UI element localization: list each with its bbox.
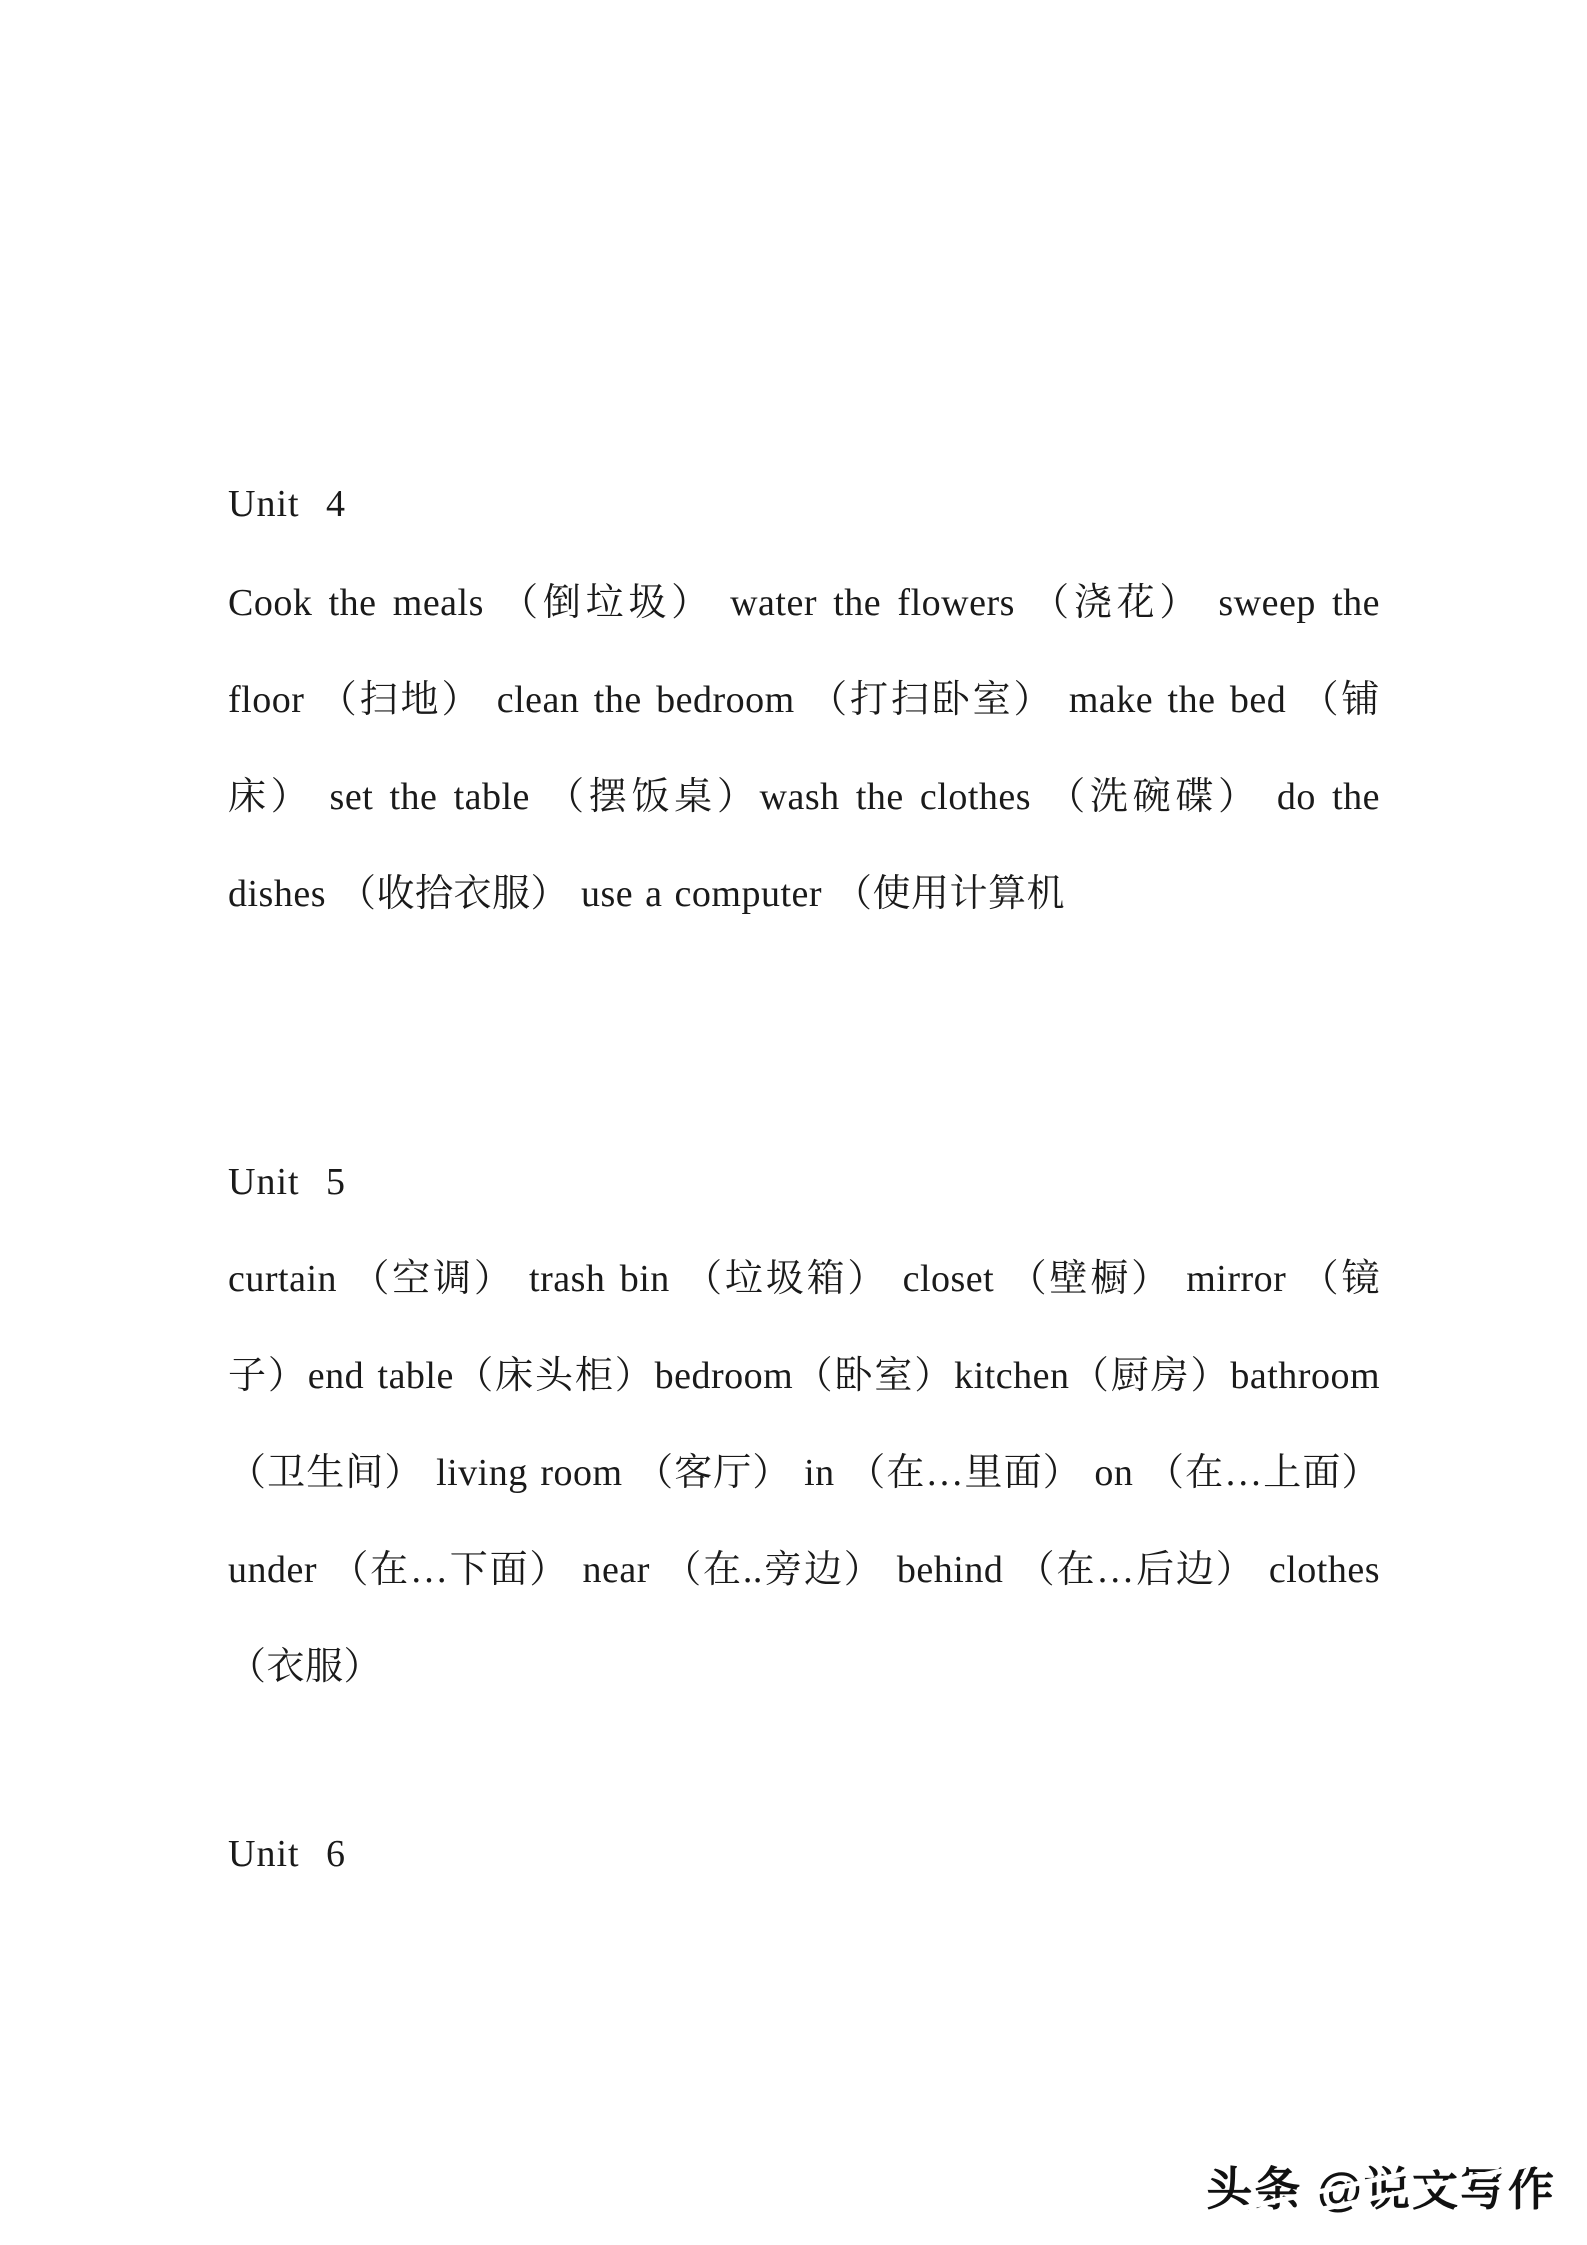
unit-6-heading: Unit 6: [228, 1833, 347, 1875]
text-line: （卫生间） living room （客厅） in （在…里面） on （在…上面）: [228, 1452, 1380, 1494]
text-line: Cook the meals （倒垃圾） water the flowers （浇花） sweep the: [228, 582, 1380, 624]
text-line: dishes （收拾衣服） use a computer （使用计算机: [228, 873, 1066, 915]
text-line: curtain （空调） trash bin （垃圾箱） closet （壁橱） mirror （镜: [228, 1258, 1380, 1300]
unit-5-paragraph: [228, 1231, 1380, 1716]
text-line: （衣服）: [228, 1646, 383, 1688]
text-line: under （在…下面） near （在..旁边） behind （在…后边） clothes: [228, 1549, 1380, 1591]
text-line: floor （扫地） clean the bedroom （打扫卧室） make the bed （铺: [228, 679, 1380, 721]
unit-4-paragraph: [228, 555, 1380, 943]
watermark-text: 头条 @说文写作: [1206, 2163, 1556, 2215]
text-line: 床） set the table （摆饭桌）wash the clothes （洗碗碟） do the: [228, 776, 1380, 818]
toutiao-watermark: [1206, 2160, 1556, 2218]
unit-4-heading: Unit 4: [228, 483, 347, 525]
unit-5-heading: Unit 5: [228, 1161, 347, 1203]
text-line: 子）end table（床头柜）bedroom（卧室）kitchen（厨房）bathroom: [228, 1355, 1380, 1397]
